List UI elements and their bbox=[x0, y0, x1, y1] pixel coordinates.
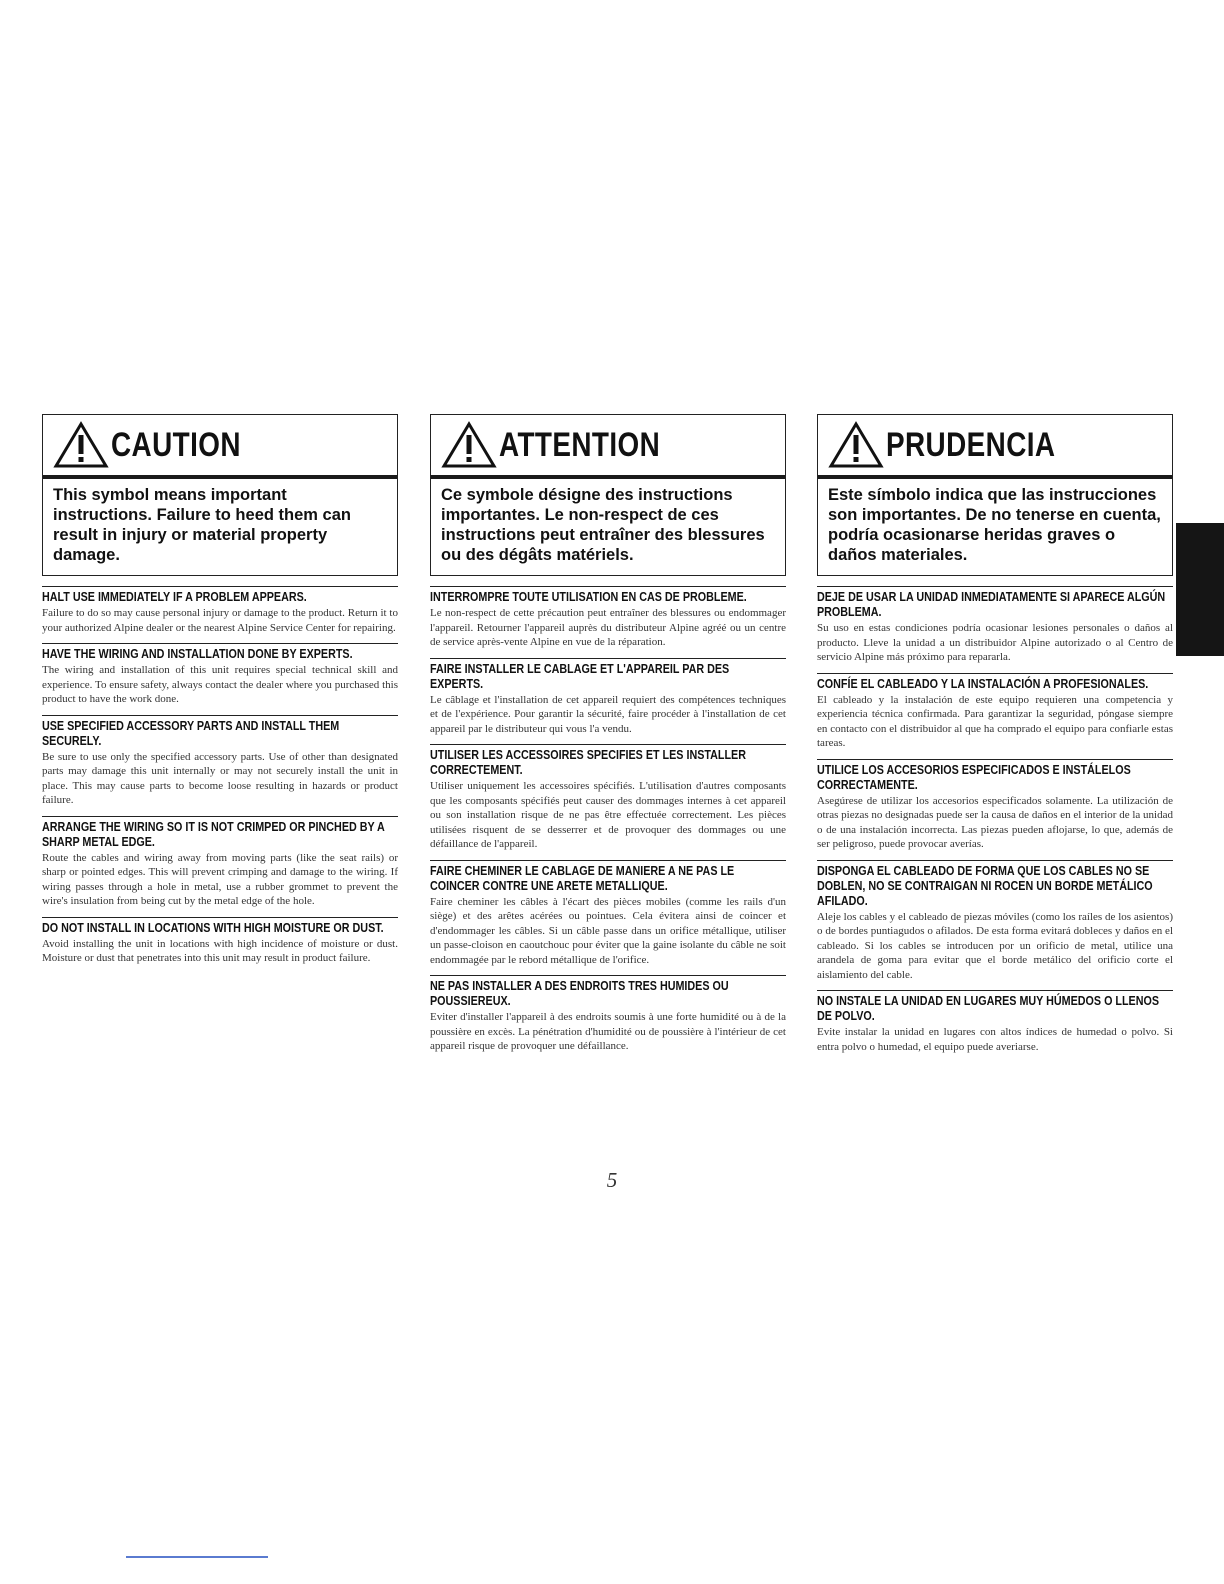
warning-item bbox=[430, 744, 786, 852]
warning-heading: NO INSTALE LA UNIDAD EN LUGARES MUY HÚMEDOS O LLENOS DE POLVO. bbox=[817, 994, 1160, 1023]
warning-body: Route the cables and wiring away from moving parts (like the seat rails) or sharp or pointed edges. This will prevent crimping and damage to the wiring. If wiring passes through a hole in metal, use a rubber grommet to prevent the wire's insulation from being cut by the metal edge of the hole. bbox=[42, 851, 398, 907]
caution-title: CAUTION bbox=[111, 425, 241, 464]
warning-heading: UTILISER LES ACCESSOIRES SPECIFIES ET LES INSTALLER CORRECTEMENT. bbox=[430, 748, 746, 777]
prudencia-box bbox=[817, 414, 1173, 576]
warning-item bbox=[430, 586, 786, 650]
warning-heading: NE PAS INSTALLER A DES ENDROITS TRES HUMIDES OU POUSSIEREUX. bbox=[430, 979, 729, 1008]
warning-heading: USE SPECIFIED ACCESSORY PARTS AND INSTALL THEM SECURELY. bbox=[42, 718, 340, 748]
attention-column-french bbox=[430, 414, 786, 1054]
warning-heading: FAIRE CHEMINER LE CABLAGE DE MANIERE A NE PAS LE COINCER CONTRE UNE ARETE METALLIQUE. bbox=[430, 863, 735, 893]
warning-heading: DO NOT INSTALL IN LOCATIONS WITH HIGH MOISTURE OR DUST. bbox=[42, 920, 384, 935]
warning-item bbox=[430, 860, 786, 968]
warning-body: Faire cheminer les câbles à l'écart des pièces mobiles (comme les rails d'un siège) et des arêtes acérées ou pointues. Cela évitera ainsi de coincer et d'endommager les câbles. Si un câble passe dans un orifice métallique, utiliser un passe-cloison en caoutchouc pour éviter que la gaine isolante du câble ne soit endommagée par le rebord métallique de l'orifice. bbox=[430, 895, 786, 966]
warning-triangle-icon bbox=[441, 420, 497, 470]
warning-heading: DEJE DE USAR LA UNIDAD INMEDIATAMENTE SI APARECE ALGÚN PROBLEMA. bbox=[817, 590, 1166, 619]
warning-triangle-icon bbox=[53, 420, 109, 470]
caution-title-bar bbox=[43, 415, 397, 479]
warning-triangle-icon bbox=[828, 420, 884, 470]
caution-column-english bbox=[42, 414, 398, 966]
prudencia-description: Este símbolo indica que las instrucciones son importantes. De no tenerse en cuenta, podría ocasionarse heridas graves o daños materiales. bbox=[828, 486, 1161, 564]
warning-item bbox=[42, 643, 398, 707]
warning-item bbox=[42, 586, 398, 635]
caution-box bbox=[42, 414, 398, 576]
page-number: 5 bbox=[606, 1168, 618, 1192]
language-tab-marker bbox=[1176, 523, 1224, 656]
warning-item bbox=[42, 816, 398, 909]
warning-item bbox=[42, 917, 398, 966]
warning-body: Failure to do so may cause personal injury or damage to the product. Return it to your authorized Alpine dealer or the nearest Alpine Service Center for repairing. bbox=[42, 607, 398, 634]
warning-body: Su uso en estas condiciones podría ocasionar lesiones personales o daños al producto. Lleve la unidad a un distribuidor Alpine autorizado o al Centro de servicio Alpine más próximo para repararla. bbox=[817, 622, 1173, 663]
warning-heading: ARRANGE THE WIRING SO IT IS NOT CRIMPED OR PINCHED BY A SHARP METAL EDGE. bbox=[42, 819, 385, 849]
attention-title-bar bbox=[431, 415, 785, 479]
warning-item bbox=[817, 759, 1173, 852]
warning-heading: UTILICE LOS ACCESORIOS ESPECIFICADOS E INSTÁLELOS CORRECTAMENTE. bbox=[817, 762, 1131, 792]
warning-body: Avoid installing the unit in locations with high incidence of moisture or dust. Moisture or dust that penetrates into this unit may result in product failure. bbox=[42, 937, 398, 964]
warning-item bbox=[817, 990, 1173, 1054]
footer-rule bbox=[126, 1556, 268, 1558]
attention-description: Ce symbole désigne des instructions importantes. Le non-respect de ces instructions peut entraîner des blessures ou des dégâts matériels. bbox=[441, 486, 765, 564]
attention-box bbox=[430, 414, 786, 576]
warning-heading: INTERROMPRE TOUTE UTILISATION EN CAS DE PROBLEME. bbox=[430, 590, 747, 604]
warning-body: Be sure to use only the specified accessory parts. Use of other than designated parts may damage this unit internally or may not securely install the unit in place. This may cause parts to become loose resulting in hazards or product failure. bbox=[42, 750, 398, 806]
warning-item bbox=[42, 715, 398, 808]
warning-item bbox=[430, 658, 786, 737]
warning-body: Le non-respect de cette précaution peut entraîner des blessures ou endommager l'appareil. Retourner l'appareil auprès du distributeur Alpine agréé ou un centre de service après-vente Alpine en vue de la réparation. bbox=[430, 607, 786, 648]
warning-heading: DISPONGA EL CABLEADO DE FORMA QUE LOS CABLES NO SE DOBLEN, NO SE CONTRAIGAN NI ROCEN UN BORDE METÁLICO AFILADO. bbox=[817, 863, 1153, 908]
warning-item bbox=[817, 860, 1173, 983]
warning-item bbox=[430, 975, 786, 1054]
warning-body: El cableado y la instalación de este equipo requieren una competencia y experiencia técnica confirmada. Para garantizar la seguridad, póngase siempre en contacto con el distribuidor al que ha comprado el equipo para confiarle estas tareas. bbox=[817, 693, 1173, 749]
prudencia-title-bar bbox=[818, 415, 1172, 479]
warning-body: Le câblage et l'installation de cet appareil requiert des compétences techniques et de l'expérience. Pour garantir la sécurité, faire procéder à l'installation de cet appareil par le distributeur qui vous l'a vendu. bbox=[430, 693, 786, 735]
caution-description: This symbol means important instructions. Failure to heed them can result in injury or material property damage. bbox=[53, 486, 351, 564]
warning-body: The wiring and installation of this unit requires special technical skill and experience. To ensure safety, always contact the dealer where you purchased this product to have the work done. bbox=[42, 664, 398, 705]
prudencia-title: PRUDENCIA bbox=[886, 425, 1056, 464]
warning-body: Aleje los cables y el cableado de piezas móviles (como los raíles de los asientos) o de bordes puntiagudos o afilados. De esta forma evitará dobleces y daños en el cableado. Si los cables se introducen por un orificio de metal, utilice una arandela de goma para evitar que el borde metálico del orificio corte el aislamiento del cable. bbox=[817, 910, 1173, 981]
prudencia-column-spanish bbox=[817, 414, 1173, 1054]
attention-title: ATTENTION bbox=[499, 425, 661, 464]
warning-heading: FAIRE INSTALLER LE CABLAGE ET L'APPAREIL PAR DES EXPERTS. bbox=[430, 661, 730, 691]
warning-body: Eviter d'installer l'appareil à des endroits soumis à une forte humidité ou à de la poussière en excès. La pénétration d'humidité ou de poussière à l'intérieur de cet appareil risque de provoquer une défaillance. bbox=[430, 1011, 786, 1052]
warning-heading: HALT USE IMMEDIATELY IF A PROBLEM APPEARS. bbox=[42, 590, 307, 604]
warning-heading: HAVE THE WIRING AND INSTALLATION DONE BY EXPERTS. bbox=[42, 647, 353, 661]
warning-body: Utiliser uniquement les accessoires spécifiés. L'utilisation d'autres composants que les composants spécifiés peut causer des dommages internes à cet appareil ou son installation risque de ne pas être effectuée correctement. Les pièces utilisées risquent de se desserrer et de provoquer des dommages ou une défaillance de l'appareil. bbox=[430, 780, 786, 850]
warning-body: Asegúrese de utilizar los accesorios especificados solamente. La utilización de otras piezas no designadas puede ser la causa de daños en el interior de la unidad o de una instalación incorrecta. Las piezas pueden aflojarse, lo que, además de ser peligroso, puede provocar averías. bbox=[817, 794, 1173, 850]
warning-heading: CONFÍE EL CABLEADO Y LA INSTALACIÓN A PROFESIONALES. bbox=[817, 676, 1149, 691]
warning-item bbox=[817, 586, 1173, 665]
warning-item bbox=[817, 673, 1173, 751]
warning-body: Evite instalar la unidad en lugares con altos índices de humedad o polvo. Si entra polvo o humedad, el equipo puede averiarse. bbox=[817, 1026, 1173, 1053]
